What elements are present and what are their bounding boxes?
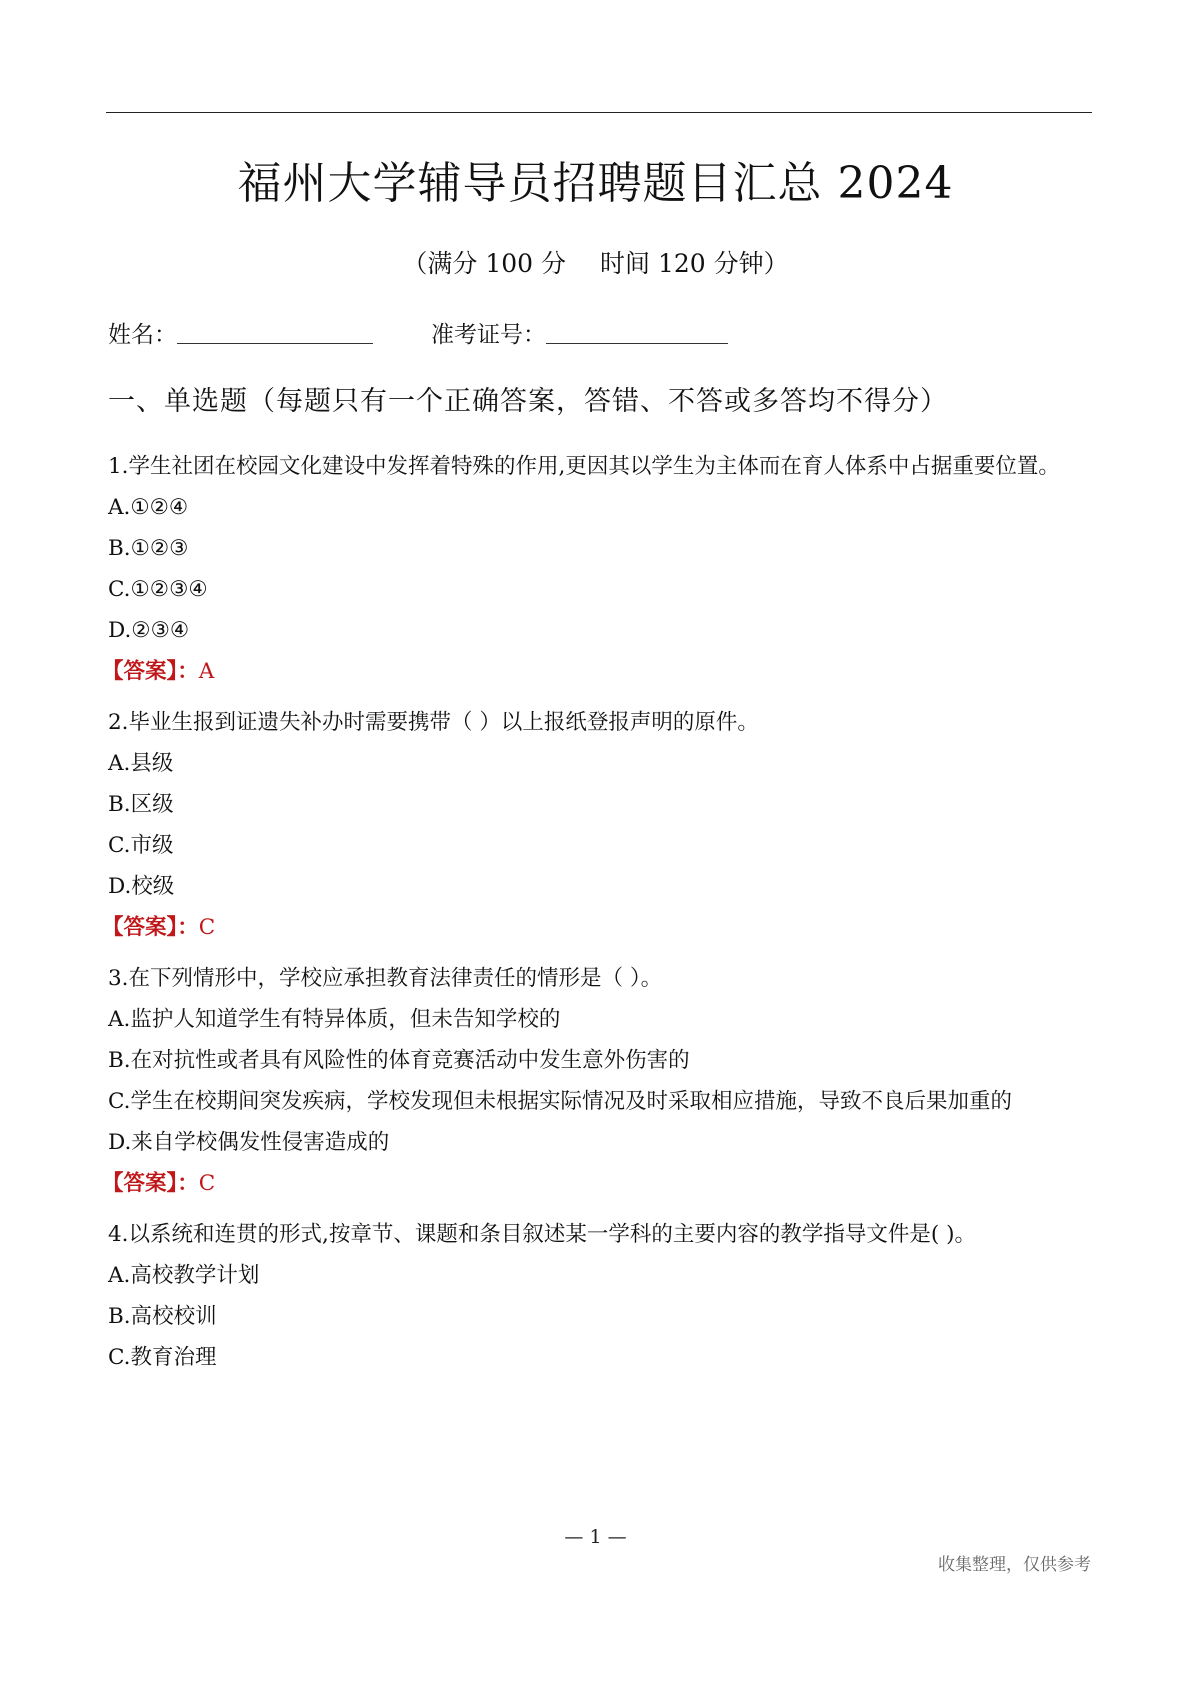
answer-label: 【答案】： [102, 915, 199, 940]
question-1 [102, 446, 1094, 692]
name-blank[interactable] [177, 321, 373, 344]
question-3 [102, 958, 1094, 1204]
footer-note: 收集整理，仅供参考 [938, 1555, 1091, 1575]
name-label: 姓名： [108, 322, 177, 348]
option-a: A.监护人知道学生有特异体质，但未告知学校的 [108, 1007, 561, 1032]
option-b: B.①②③ [108, 536, 189, 561]
option-a: A.①②④ [108, 495, 189, 520]
page-number: — 1 — [564, 1526, 627, 1548]
question-text: 2.毕业生报到证遗失补办时需要携带（ ）以上报纸登报声明的原件。 [108, 710, 759, 735]
option-a: A.县级 [108, 751, 174, 776]
option-c: C.学生在校期间突发疾病，学校发现但未根据实际情况及时采取相应措施，导致不良后果加重的 [108, 1089, 1013, 1114]
question-text: 4.以系统和连贯的形式,按章节、课题和条目叙述某一学科的主要内容的教学指导文件是( )。 [108, 1222, 976, 1247]
option-a: A.高校教学计划 [108, 1263, 260, 1288]
option-c: C.①②③④ [108, 577, 208, 602]
exam-time: 时间 120 分钟） [600, 249, 789, 278]
option-b: B.高校校训 [108, 1304, 217, 1329]
section-heading: 一、单选题（每题只有一个正确答案，答错、不答或多答均不得分） [108, 386, 948, 417]
question-list [102, 446, 1094, 1378]
option-c: C.市级 [108, 833, 174, 858]
answer-line [102, 907, 1094, 948]
option-d: D.来自学校偶发性侵害造成的 [108, 1130, 390, 1155]
question-text: 3.在下列情形中，学校应承担教育法律责任的情形是（ ）。 [108, 966, 663, 991]
option-b: B.在对抗性或者具有风险性的体育竞赛活动中发生意外伤害的 [108, 1048, 690, 1073]
full-score: （满分 100 分 [402, 249, 566, 278]
option-d: D.②③④ [108, 618, 190, 643]
answer-value: C [198, 1171, 216, 1196]
page-title: 福州大学辅导员招聘题目汇总 2024 [237, 158, 954, 209]
exam-info [0, 246, 1191, 282]
answer-label: 【答案】： [102, 659, 199, 684]
exam-id-label: 准考证号： [431, 322, 546, 348]
answer-label: 【答案】： [102, 1171, 199, 1196]
answer-line [102, 1163, 1094, 1204]
option-b: B.区级 [108, 792, 174, 817]
question-4 [108, 1214, 1094, 1378]
option-d: D.校级 [108, 874, 175, 899]
answer-value: A [198, 659, 215, 684]
answer-value: C [198, 915, 216, 940]
exam-id-blank[interactable] [546, 321, 728, 344]
candidate-fields [108, 318, 728, 352]
option-c: C.教育治理 [108, 1345, 217, 1370]
answer-line [102, 651, 1094, 692]
header-rule [106, 112, 1092, 113]
question-2 [102, 702, 1094, 948]
question-text: 1.学生社团在校园文化建设中发挥着特殊的作用,更因其以学生为主体而在育人体系中占据重要位置。 [108, 454, 1060, 479]
